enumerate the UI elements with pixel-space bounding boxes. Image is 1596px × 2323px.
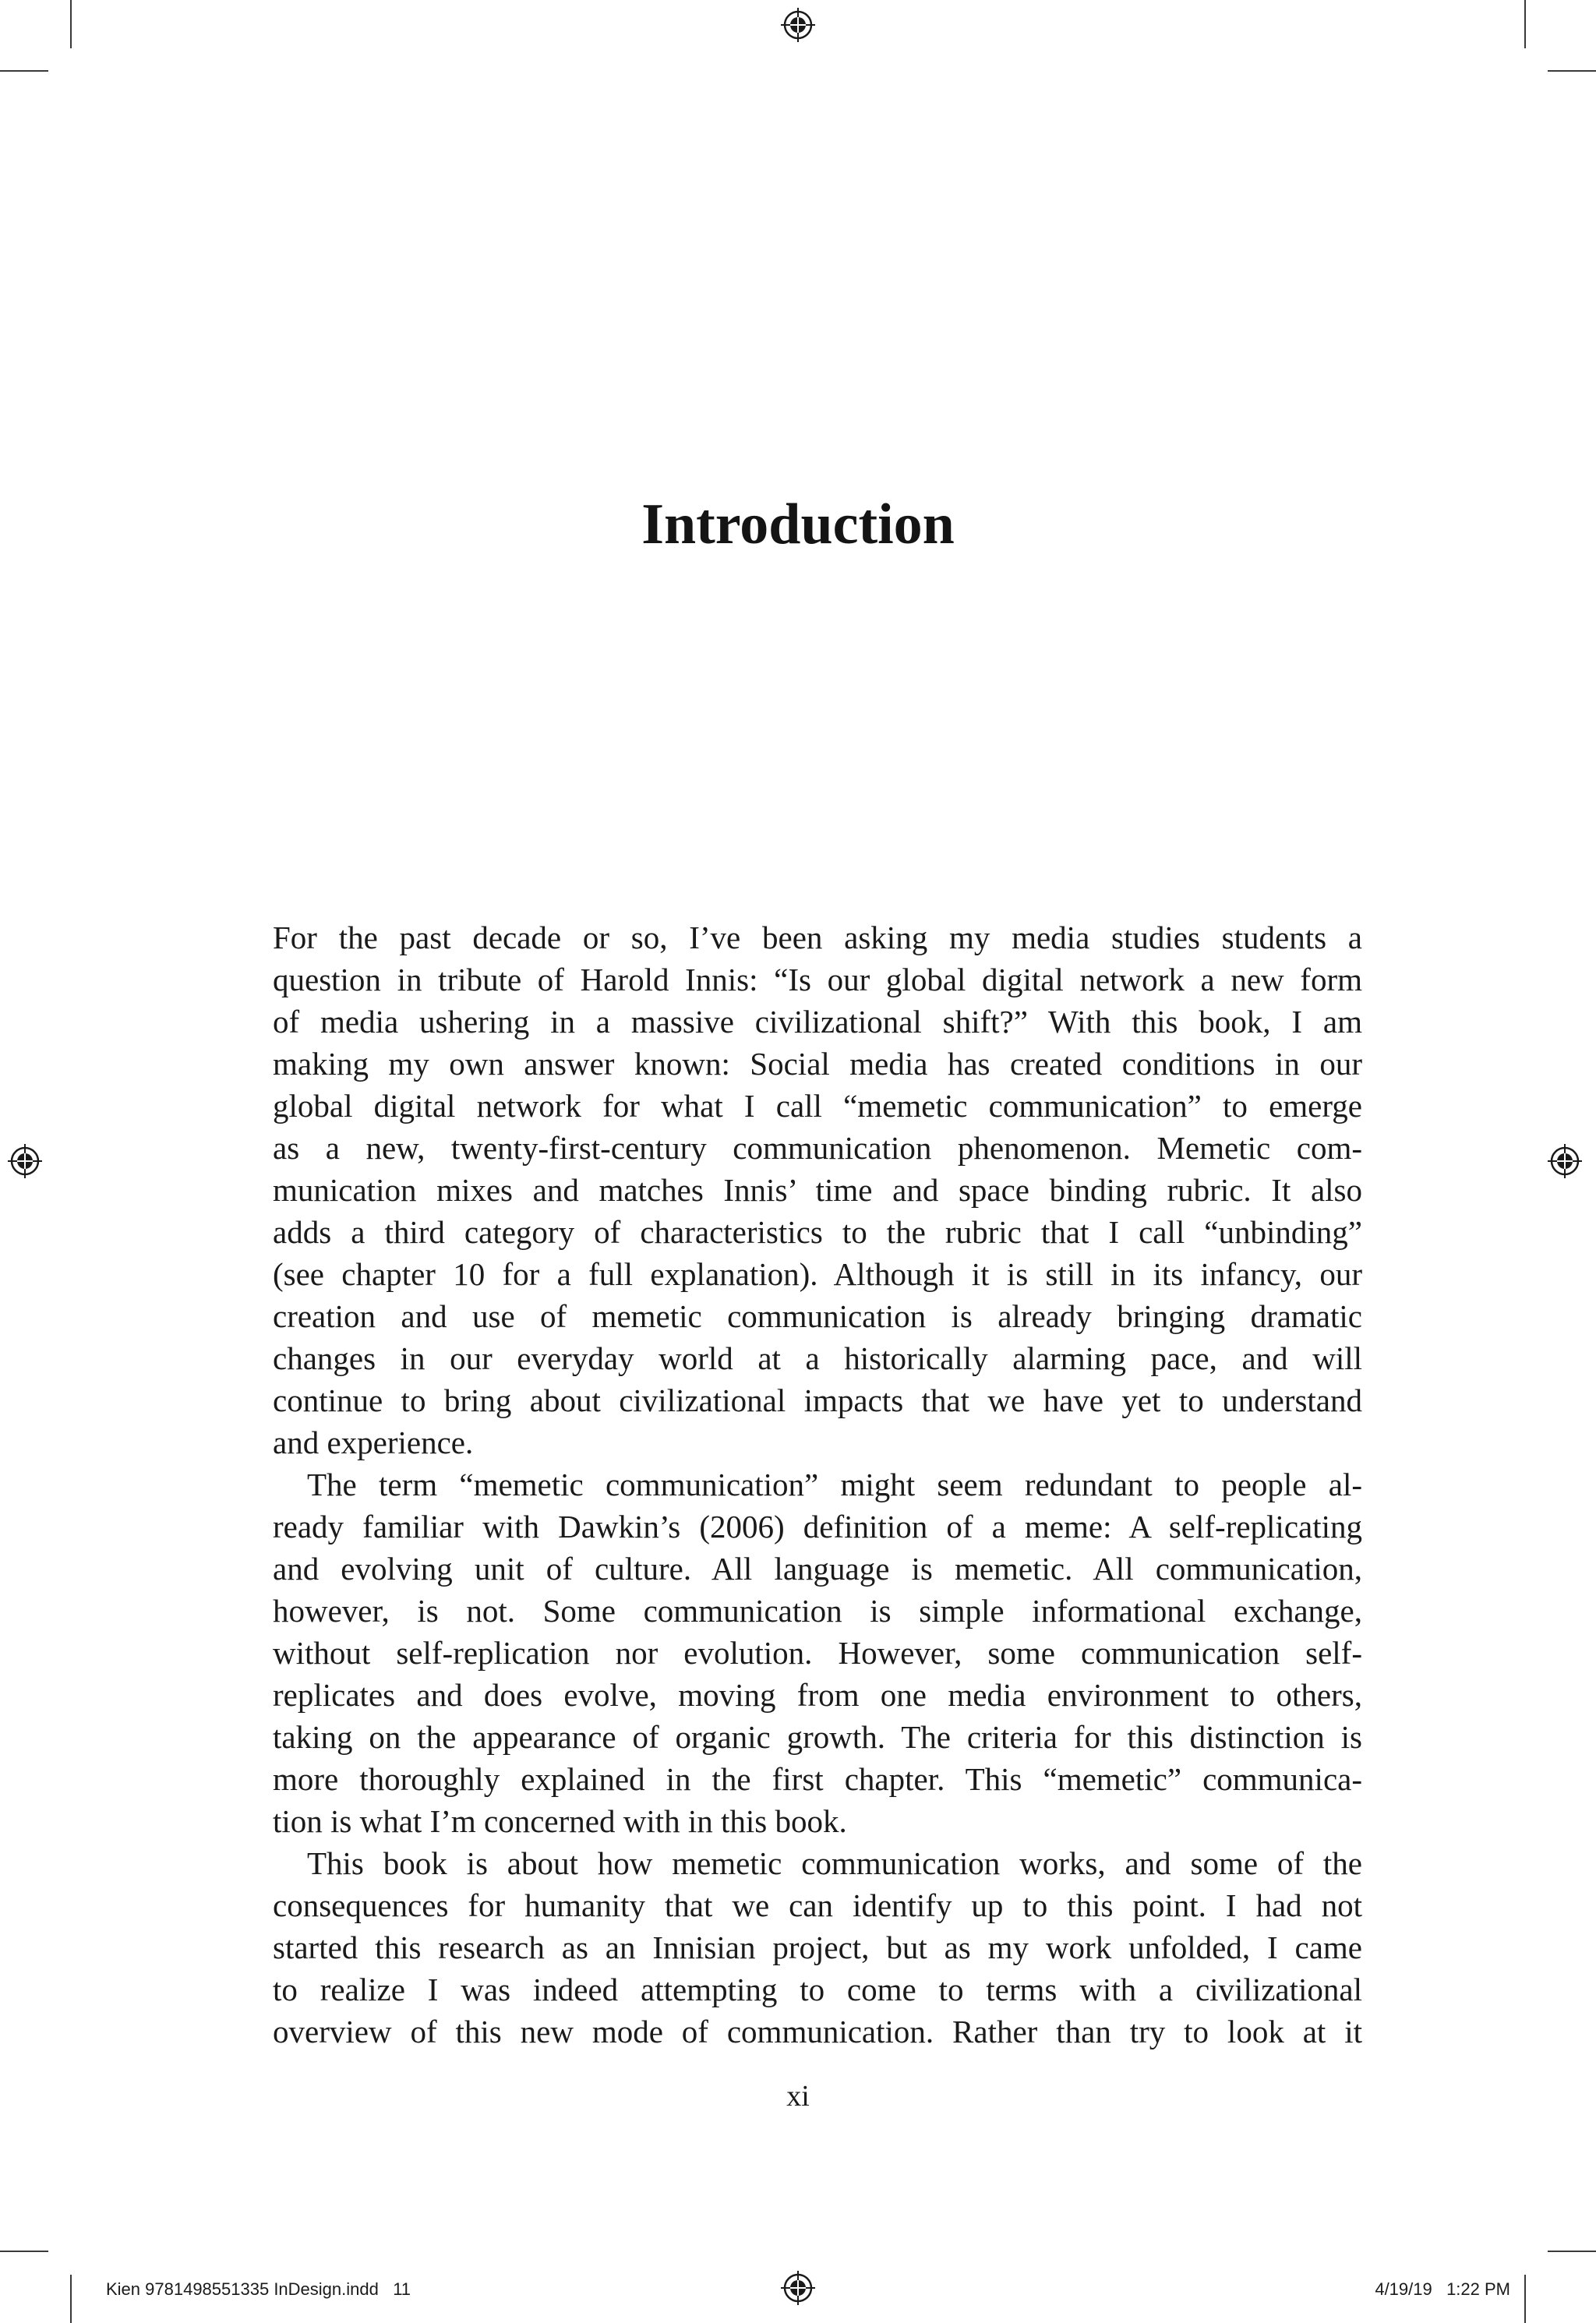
text-line: of media ushering in a massive civilizational shift?” With this book, I am bbox=[273, 1004, 1362, 1040]
text-line: This book is about how memetic communication works, and some of the bbox=[307, 1845, 1362, 1881]
crop-mark-top-right-h bbox=[1548, 70, 1596, 72]
crop-mark-top-right bbox=[1524, 0, 1526, 48]
crop-mark-top-left-h bbox=[0, 70, 48, 72]
text-line: more thoroughly explained in the first chapter. This “memetic” communica- bbox=[273, 1761, 1362, 1797]
crop-mark-bottom-right bbox=[1524, 2275, 1526, 2323]
text-line: consequences for humanity that we can identify up to this point. I had not bbox=[273, 1887, 1362, 1923]
registration-target-icon bbox=[1548, 1144, 1582, 1178]
text-line: replicates and does evolve, moving from one media environment to others, bbox=[273, 1677, 1362, 1713]
paragraph-3 bbox=[273, 1842, 1362, 2053]
body-text bbox=[273, 916, 1362, 2053]
text-line: overview of this new mode of communication. Rather than try to look at it bbox=[273, 2014, 1362, 2049]
slug-file-info: Kien 9781498551335 InDesign.indd 11 bbox=[106, 2279, 411, 2299]
text-line: making my own answer known: Social media has created conditions in our bbox=[273, 1046, 1362, 1082]
text-line: The term “memetic communication” might seem redundant to people al- bbox=[307, 1467, 1362, 1502]
registration-target-icon bbox=[781, 8, 815, 42]
crop-mark-top-left bbox=[70, 0, 72, 48]
text-line: without self-replication nor evolution. However, some communication self- bbox=[273, 1635, 1362, 1671]
text-line: and evolving unit of culture. All language is memetic. All communication, bbox=[273, 1551, 1362, 1587]
text-line: and experience. bbox=[273, 1425, 474, 1460]
crop-mark-bottom-right-h bbox=[1548, 2251, 1596, 2252]
text-line: taking on the appearance of organic growth. The criteria for this distinction is bbox=[273, 1719, 1362, 1755]
text-line: however, is not. Some communication is simple informational exchange, bbox=[273, 1593, 1362, 1629]
text-line: to realize I was indeed attempting to come to terms with a civilizational bbox=[273, 1972, 1362, 2007]
chapter-title: Introduction bbox=[641, 492, 955, 556]
text-line: adds a third category of characteristics to the rubric that I call “unbinding” bbox=[273, 1214, 1362, 1250]
crop-mark-bottom-left-h bbox=[0, 2251, 48, 2252]
text-line: munication mixes and matches Innis’ time and space binding rubric. It also bbox=[273, 1172, 1362, 1208]
text-line: question in tribute of Harold Innis: “Is our global digital network a new form bbox=[273, 962, 1362, 997]
crop-mark-bottom-left bbox=[70, 2275, 72, 2323]
text-line: (see chapter 10 for a full explanation). Although it is still in its infancy, our bbox=[273, 1256, 1362, 1292]
text-line: as a new, twenty-first-century communication phenomenon. Memetic com- bbox=[273, 1130, 1362, 1166]
text-line: creation and use of memetic communication is already bringing dramatic bbox=[273, 1298, 1362, 1334]
registration-target-icon bbox=[8, 1144, 42, 1178]
text-line: continue to bring about civilizational impacts that we have yet to understand bbox=[273, 1382, 1362, 1418]
page-number: xi bbox=[786, 2080, 810, 2113]
text-line: global digital network for what I call “memetic communication” to emerge bbox=[273, 1088, 1362, 1124]
registration-target-icon bbox=[781, 2271, 815, 2305]
text-line: For the past decade or so, I’ve been asking my media studies students a bbox=[273, 920, 1362, 955]
text-line: ready familiar with Dawkin’s (2006) definition of a meme: A self-replicating bbox=[273, 1509, 1362, 1545]
paragraph-1 bbox=[273, 916, 1362, 1463]
text-line: changes in our everyday world at a historically alarming pace, and will bbox=[273, 1340, 1362, 1376]
paragraph-2 bbox=[273, 1463, 1362, 1842]
slug-date-time: 4/19/19 1:22 PM bbox=[1375, 2279, 1510, 2299]
text-line: started this research as an Innisian project, but as my work unfolded, I came bbox=[273, 1929, 1362, 1965]
text-line: tion is what I’m concerned with in this book. bbox=[273, 1803, 847, 1839]
